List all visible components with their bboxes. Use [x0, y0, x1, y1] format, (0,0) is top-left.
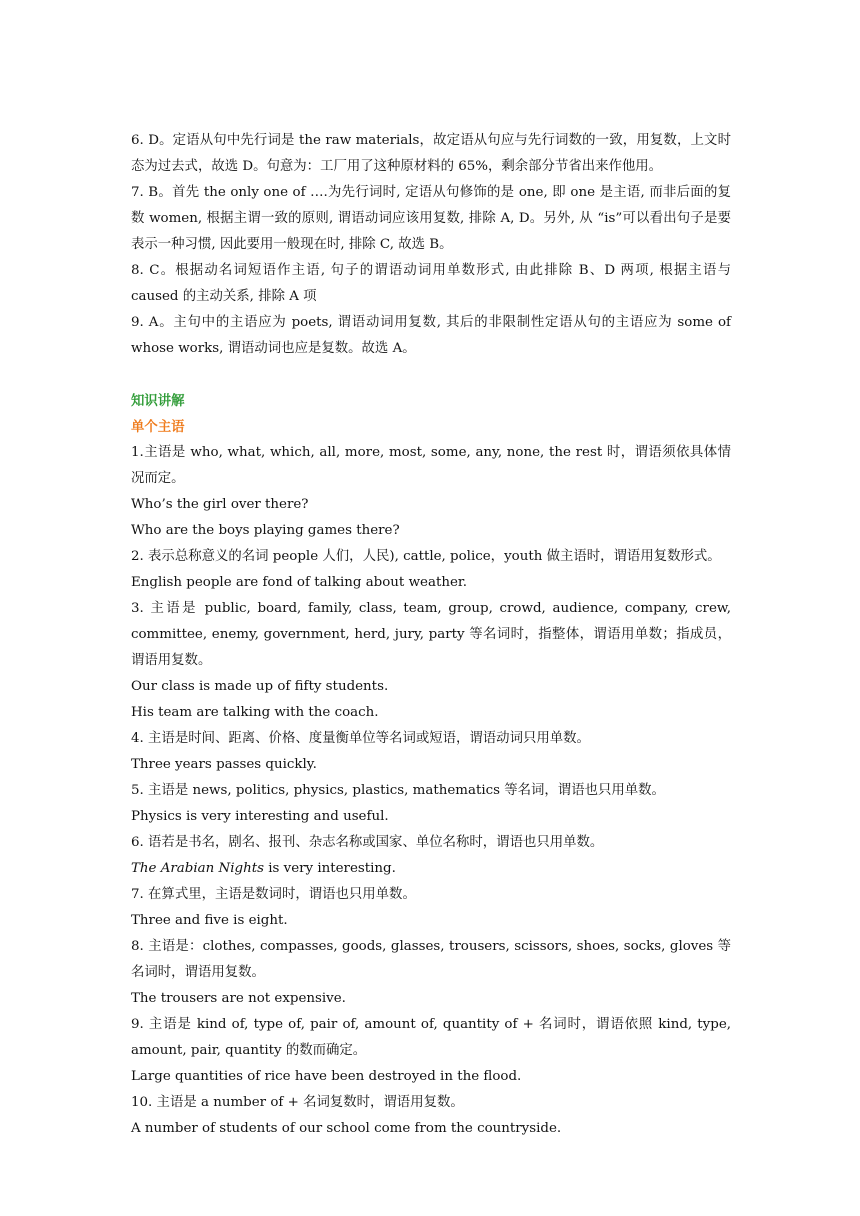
rule-6: 6. 语若是书名，剧名、报刊、杂志名称或国家、单位名称时，谓语也只用单数。 — [131, 835, 604, 850]
example-8: The trousers are not expensive. — [131, 991, 346, 1006]
answer-8: 8. C。根据动名词短语作主语, 句子的谓语动词用单数形式, 由此排除 B、D 两项, 根据主语与 caused 的主动关系, 排除 A 项 — [131, 263, 731, 304]
example-3b: His team are talking with the coach. — [131, 705, 379, 720]
answer-6: 6. D。定语从句中先行词是 the raw materials，故定语从句应与先行词数的一致，用复数，上文时态为过去式，故选 D。句意为：工厂用了这种原材料的 65%，剩余部分节省出来作他用。 — [131, 133, 731, 174]
document-page — [131, 128, 731, 1142]
subsection-title: 单个主语 — [131, 419, 185, 435]
example-6-rest: is very interesting. — [263, 861, 396, 876]
section-title: 知识讲解 — [131, 393, 185, 409]
rule-10: 10. 主语是 a number of + 名词复数时，谓语用复数。 — [131, 1095, 464, 1110]
example-7: Three and five is eight. — [131, 913, 288, 928]
example-3a: Our class is made up of fifty students. — [131, 679, 389, 694]
example-4: Three years passes quickly. — [131, 757, 317, 772]
rule-3: 3. 主语是 public, board, family, class, team, group, crowd, audience, company, crew, committee, enemy, government, herd, jury, party 等名词时，指整体，谓语用单数；指成员，谓语用复数。 — [131, 601, 731, 668]
example-1b: Who are the boys playing games there? — [131, 523, 400, 538]
example-2: English people are fond of talking about weather. — [131, 575, 468, 590]
spacer — [131, 362, 731, 388]
example-1a: Who’s the girl over there? — [131, 497, 309, 512]
rule-1: 1.主语是 who, what, which, all, more, most, some, any, none, the rest 时，谓语须依具体情况而定。 — [131, 445, 731, 486]
rule-2: 2. 表示总称意义的名词 people 人们，人民), cattle, police，youth 做主语时，谓语用复数形式。 — [131, 549, 721, 564]
answer-9: 9. A。主句中的主语应为 poets, 谓语动词用复数, 其后的非限制性定语从句的主语应为 some of whose works, 谓语动词也应是复数。故选 A。 — [131, 315, 731, 356]
example-9: Large quantities of rice have been destroyed in the flood. — [131, 1069, 522, 1084]
example-6 — [131, 856, 731, 882]
example-5: Physics is very interesting and useful. — [131, 809, 389, 824]
example-10: A number of students of our school come from the countryside. — [131, 1121, 562, 1136]
rule-7: 7. 在算式里，主语是数词时，谓语也只用单数。 — [131, 887, 416, 902]
rule-5: 5. 主语是 news, politics, physics, plastics, mathematics 等名词，谓语也只用单数。 — [131, 783, 665, 798]
rule-8: 8. 主语是：clothes, compasses, goods, glasses, trousers, scissors, shoes, socks, gloves 等名词时，谓语用复数。 — [131, 939, 731, 980]
book-title: The Arabian Nights — [131, 861, 264, 876]
answer-7: 7. B。首先 the only one of ….为先行词时, 定语从句修饰的是 one, 即 one 是主语, 而非后面的复数 women, 根据主谓一致的原则, 谓语动词应该用复数, 排除 A, D。另外, 从 “is”可以看出句子是要表示一种习惯, 因此要用一般现在时, 排除 C, 故选 B。 — [131, 185, 731, 252]
rule-4: 4. 主语是时间、距离、价格、度量衡单位等名词或短语，谓语动词只用单数。 — [131, 731, 590, 746]
rule-9: 9. 主语是 kind of, type of, pair of, amount of, quantity of + 名词时，谓语依照 kind, type, amount, pair, quantity 的数而确定。 — [131, 1017, 731, 1058]
